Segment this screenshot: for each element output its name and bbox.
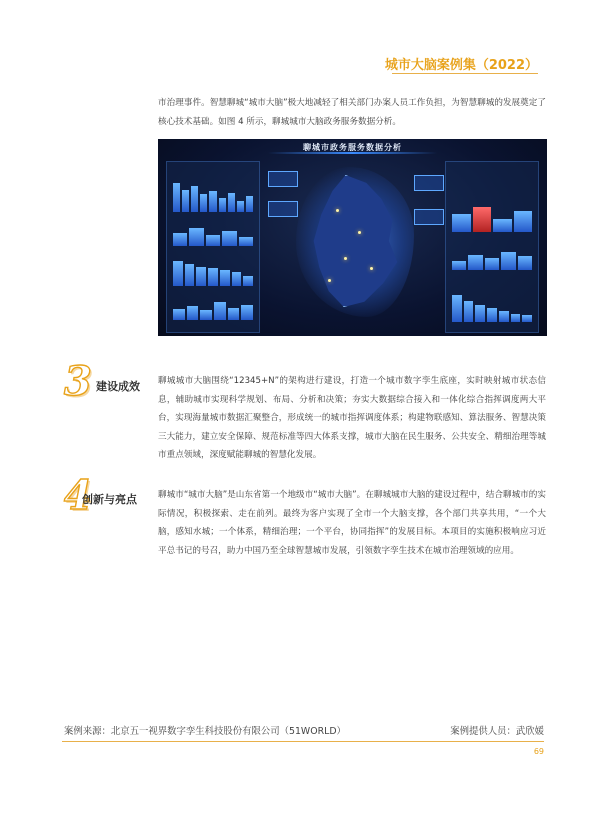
section-number: 4: [64, 472, 92, 519]
section-title: 创新与亮点: [82, 493, 137, 506]
map-side-box: [414, 175, 444, 191]
page-number: 69: [533, 747, 544, 756]
map-marker: [336, 209, 339, 212]
right-bar-chart-1: [452, 202, 532, 232]
footer-divider: [62, 741, 544, 742]
section-paragraph: 聊城市“城市大脑”是山东省第一个地级市“城市大脑”。在聊城城市大脑的建设过程中，结合聊城市的实际情况，积极探索、走在前列。最终为客户实现了全市一个大脑支撑，各个部门共享共用，“一个大脑，感知水城；一个体系，精细治理；一个平台，协同指挥”的发展目标。本项目的实施积极响应习近平总书记的号召，助力中国乃至全球智慧城市发展，引领数字孪生技术在城市治理领域的应用。: [158, 490, 546, 556]
figure-title: 聊城市政务服务数据分析: [303, 143, 402, 152]
header-divider: [392, 73, 538, 74]
map-marker: [358, 231, 361, 234]
map-marker: [370, 267, 373, 270]
left-bar-chart-3: [173, 260, 253, 286]
figure-title-glow: [268, 152, 437, 154]
map-marker: [328, 279, 331, 282]
dashboard-figure: [158, 139, 547, 336]
map-side-box: [268, 201, 298, 217]
section-paragraph: 聊城城市大脑围绕“12345+N”的架构进行建设，打造一个城市数字孪生底座，实时映射城市状态信息，辅助城市实现科学规划、布局、分析和决策；夯实大数据综合接入和一体化综合指挥调度两大平台，实现海量城市数据汇聚整合，形成统一的城市指挥调度体系；构建物联感知、算法服务、智慧决策三大能力，建立安全保障、规范标准等四大体系支撑，城市大脑在民生服务、公共安全、精细治理等城市重点领域，深度赋能聊城的智慧化发展。: [158, 376, 546, 460]
map-side-box: [414, 209, 444, 225]
section-title: 建设成效: [96, 380, 140, 393]
collection-title: 城市大脑案例集（2022）: [384, 58, 538, 73]
case-source: 案例来源：北京五一视界数字孪生科技股份有限公司（51WORLD）: [64, 726, 346, 737]
left-bar-chart-4: [173, 298, 253, 320]
left-stats-panel: [166, 161, 260, 333]
map-side-box: [268, 171, 298, 187]
right-bar-chart-3: [452, 294, 532, 322]
intro-paragraph: 市治理事件。智慧聊城“城市大脑”极大地减轻了相关部门办案人员工作负担，为智慧聊城的发展奠定了核心技术基础。如图 4 所示，聊城城市大脑政务服务数据分析。: [158, 98, 546, 127]
left-bar-chart-2: [173, 224, 253, 246]
section-number: 3: [64, 358, 92, 405]
left-bar-chart-1: [173, 180, 253, 212]
right-stats-panel: [445, 161, 539, 333]
right-bar-chart-2: [452, 248, 532, 270]
case-provider: 案例提供人员：武欣媛: [450, 726, 544, 737]
map-marker: [344, 257, 347, 260]
